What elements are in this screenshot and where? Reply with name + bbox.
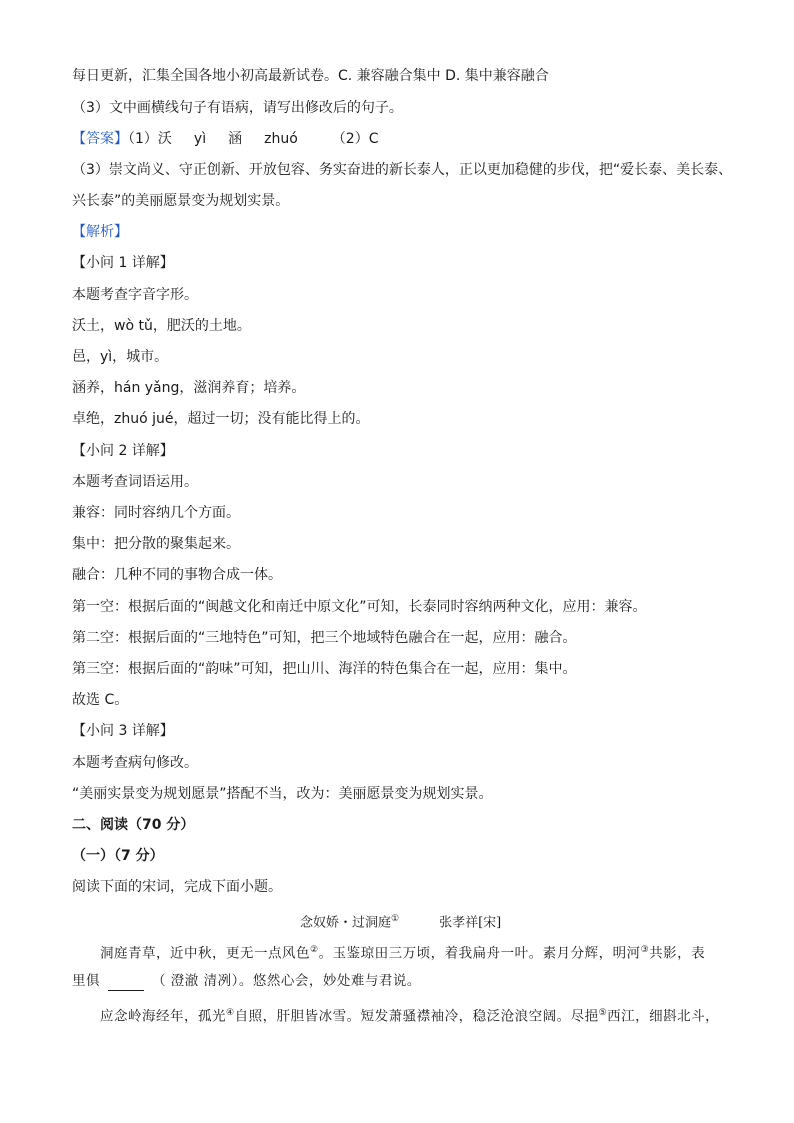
poem-text: 洞庭青草，近中秋，更无一点风色 bbox=[100, 945, 310, 962]
poem-text: 自照，肝胆皆冰雪。短发萧骚襟袖冷，稳泛沧浪空阔。尽挹 bbox=[234, 1008, 599, 1025]
text-line: （3）崇文尚义、守正创新、开放包容、务实奋进的新长泰人，正以更加稳健的步伐，把“爱长泰、美长泰、 bbox=[72, 162, 733, 178]
footnote-mark: ④ bbox=[226, 1008, 235, 1018]
text-line: 阅读下面的宋词，完成下面小题。 bbox=[72, 879, 282, 895]
answer-text: （2）C bbox=[331, 131, 379, 147]
text-line: 本题考查字音字形。 bbox=[72, 287, 198, 303]
part-heading: 二、阅读（70 分） bbox=[72, 817, 195, 833]
text-line: 故选 C。 bbox=[72, 692, 129, 708]
text-line: “美丽实景变为规划愿景”搭配不当，改为：美丽愿景变为规划实景。 bbox=[72, 786, 493, 802]
answer-text: （1）沃 bbox=[128, 131, 172, 147]
section-heading: 【小问 3 详解】 bbox=[72, 723, 174, 739]
text-line: 沃土，wò tǔ，肥沃的土地。 bbox=[72, 318, 251, 334]
footnote-mark: ⑤ bbox=[598, 1008, 608, 1018]
answer-tag: 【答案】 bbox=[72, 131, 128, 147]
poem-text: （ 澄澈 清冽）。悠然心会，妙处难与君说。 bbox=[152, 973, 421, 989]
text-line: 兴长泰”的美丽愿景变为规划实景。 bbox=[72, 193, 290, 209]
text-line: 卓绝，zhuó jué，超过一切；没有能比得上的。 bbox=[72, 411, 370, 427]
text-line: 邑，yì，城市。 bbox=[72, 349, 169, 365]
poem-text: 西江，细斟北斗， bbox=[607, 1008, 720, 1025]
footnote-mark: ③ bbox=[640, 945, 650, 955]
text-line: 每日更新，汇集全国各地小初高最新试卷。C. 兼容融合集中 D. 集中兼容融合 bbox=[72, 68, 549, 84]
poem-text: 应念岭海经年，孤光 bbox=[100, 1008, 226, 1025]
fill-in-blank bbox=[108, 976, 144, 991]
section-heading: 【小问 2 详解】 bbox=[72, 443, 174, 459]
text-line: 第一空：根据后面的“闽越文化和南迁中原文化”可知，长泰同时容纳两种文化，应用：兼容。 bbox=[72, 599, 647, 615]
poem-author: 张孝祥[宋] bbox=[439, 915, 502, 931]
text-line: 本题考查病句修改。 bbox=[72, 755, 198, 771]
poem-text: 共影，表 bbox=[649, 945, 706, 962]
poem-line bbox=[100, 1003, 719, 1027]
text-line: 兼容：同时容纳几个方面。 bbox=[72, 505, 240, 521]
subsection-heading: （一）（7 分） bbox=[72, 848, 164, 864]
analysis-tag: 【解析】 bbox=[72, 224, 128, 240]
answer-line bbox=[72, 129, 378, 149]
poem-title: 念奴娇・过洞庭 bbox=[300, 915, 392, 931]
text-line: 集中：把分散的聚集起来。 bbox=[72, 536, 240, 552]
text-line: 融合：几种不同的事物合成一体。 bbox=[72, 567, 282, 583]
section-heading: 【小问 1 详解】 bbox=[72, 255, 174, 271]
footnote-mark: ② bbox=[310, 945, 319, 955]
text-line: 第三空：根据后面的“韵味”可知，把山川、海洋的特色集合在一起，应用：集中。 bbox=[72, 661, 577, 677]
text-line: 本题考查词语运用。 bbox=[72, 474, 198, 490]
poem-text: 。玉鉴琼田三万顷，着我扁舟一叶。素月分辉，明河 bbox=[318, 945, 641, 962]
footnote-mark: ① bbox=[391, 914, 400, 924]
answer-text: 涵 bbox=[228, 131, 243, 147]
answer-text: yì bbox=[193, 131, 207, 147]
text-line: 涵养，hán yǎng，滋润养育；培养。 bbox=[72, 380, 306, 396]
answer-text: zhuó bbox=[264, 131, 298, 147]
poem-line bbox=[100, 940, 705, 964]
poem-line bbox=[72, 971, 421, 991]
text-line: 第二空：根据后面的“三地特色”可知，把三个地域特色融合在一起，应用：融合。 bbox=[72, 630, 577, 646]
poem-text: 里俱 bbox=[72, 973, 100, 989]
text-line: （3）文中画横线句子有语病，请写出修改后的句子。 bbox=[72, 100, 403, 116]
poem-title-line bbox=[300, 909, 501, 933]
